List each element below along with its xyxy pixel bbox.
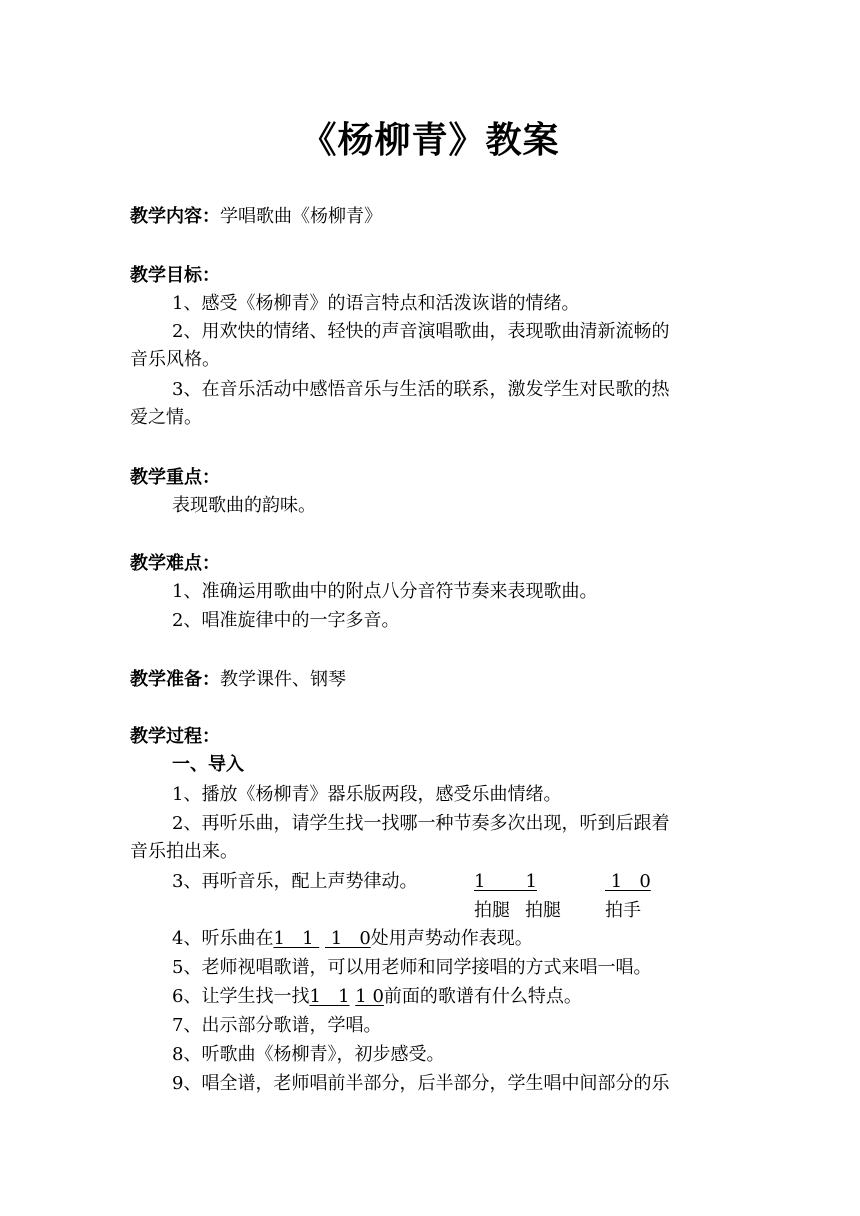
step4-notation-2: 1 0 (324, 928, 371, 949)
goal-item-3a: 3、在音乐活动中感悟音乐与生活的联系，激发学生对民歌的热 (172, 379, 670, 400)
preparation-line (130, 666, 346, 694)
key-points-label: 教学重点： (130, 467, 220, 488)
step4-prefix: 4、听乐曲在 (172, 928, 274, 949)
process-step-5: 5、老师视唱歌谱，可以用老师和同学接唱的方式来唱一唱。 (172, 957, 652, 978)
process-step-8: 8、听歌曲《杨柳青》，初步感受。 (172, 1044, 445, 1065)
step6-prefix: 6、让学生找一找 (172, 986, 310, 1007)
goal-item-2b: 音乐风格。 (130, 349, 220, 370)
process-step-9: 9、唱全谱，老师唱前半部分，后半部分，学生唱中间部分的乐 (172, 1073, 670, 1094)
process-label: 教学过程： (130, 726, 220, 747)
goal-item-2a: 2、用欢快的情绪、轻快的声音演唱歌曲，表现歌曲清新流畅的 (172, 321, 670, 342)
content-text: 学唱歌曲《杨柳青》 (220, 206, 382, 227)
goal-item-3b: 爱之情。 (130, 407, 202, 428)
process-step-4 (172, 925, 533, 953)
rhythm-action-3: 拍手 (605, 900, 641, 921)
process-step-3: 3、再听音乐，配上声势律动。 (172, 871, 418, 892)
step4-suffix: 处用声势动作表现。 (370, 928, 533, 949)
rhythm-action-1: 拍腿 (474, 900, 510, 921)
process-step-2b: 音乐拍出来。 (130, 841, 238, 862)
process-section-1: 一、导入 (172, 754, 244, 775)
goal-item-1: 1、感受《杨柳青》的语言特点和活泼诙谐的情绪。 (172, 293, 580, 314)
step6-notation-2: 1 0 (355, 986, 384, 1007)
step6-suffix: 前面的歌谱有什么特点。 (383, 986, 582, 1007)
rhythm-notation-b: 1 0 (605, 871, 651, 892)
process-step-1: 1、播放《杨柳青》器乐版两段，感受乐曲情绪。 (172, 784, 562, 805)
process-step-7: 7、出示部分歌谱，学唱。 (172, 1015, 382, 1036)
rhythm-action-2: 拍腿 (525, 900, 561, 921)
rhythm-notation-a: 1 1 (474, 871, 537, 892)
difficulty-item-1: 1、准确运用歌曲中的附点八分音符节奏来表现歌曲。 (172, 581, 598, 602)
page-title: 《杨柳青》教案 (300, 119, 560, 161)
content-label: 教学内容： (130, 206, 220, 227)
difficulties-label: 教学难点： (130, 553, 220, 574)
difficulty-item-2: 2、唱准旋律中的一字多音。 (172, 610, 400, 631)
process-step-6 (172, 983, 582, 1011)
key-point-item-1: 表现歌曲的韵味。 (172, 495, 316, 516)
process-step-2a: 2、再听乐曲，请学生找一找哪一种节奏多次出现，听到后跟着 (172, 813, 670, 834)
content-line (130, 203, 382, 231)
goals-label: 教学目标： (130, 265, 220, 286)
step6-notation-1: 1 1 (309, 986, 350, 1007)
preparation-label: 教学准备： (130, 669, 220, 690)
preparation-text: 教学课件、钢琴 (220, 669, 346, 690)
step4-notation-1: 1 1 (273, 928, 320, 949)
